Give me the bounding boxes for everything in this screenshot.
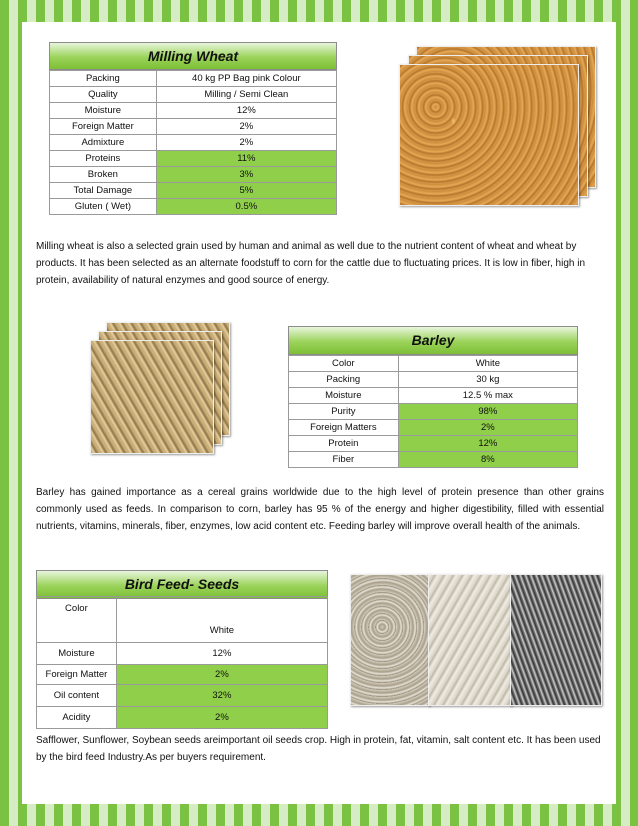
- spec-label: Gluten ( Wet): [50, 199, 157, 215]
- table-row: [50, 103, 337, 119]
- table-row: [289, 356, 578, 372]
- table-row: [37, 707, 328, 729]
- spec-label: Fiber: [289, 452, 399, 468]
- barley-grain-image-front: [90, 340, 214, 454]
- spec-label: Admixture: [50, 135, 157, 151]
- spec-value: 8%: [398, 452, 577, 468]
- wheat-grain-image-front: [399, 64, 579, 206]
- spec-label: Oil content: [37, 685, 117, 707]
- spec-label: Proteins: [50, 151, 157, 167]
- table-row: [289, 452, 578, 468]
- spec-label: Packing: [50, 71, 157, 87]
- spec-value: Milling / Semi Clean: [156, 87, 336, 103]
- table-row: [50, 71, 337, 87]
- spec-value: White: [116, 597, 327, 643]
- table-row: [50, 199, 337, 215]
- spec-value: 3%: [156, 167, 336, 183]
- spec-label: Packing: [289, 372, 399, 388]
- spec-label: Color: [289, 356, 399, 372]
- birdfeed-title: Bird Feed- Seeds: [36, 570, 328, 599]
- spec-value: 2%: [116, 665, 327, 685]
- spec-label: Moisture: [37, 643, 117, 665]
- spec-value: 12.5 % max: [398, 388, 577, 404]
- spec-value: 5%: [156, 183, 336, 199]
- birdfeed-description: Safflower, Sunflower, Soybean seeds areimportant oil seeds crop. High in protein, fat, vitamin, salt content etc. It has been used by the bird feed Industry.As per buyers requirement.: [36, 735, 601, 763]
- table-row: [289, 404, 578, 420]
- sunflower-seed-image: [510, 574, 602, 706]
- spec-label: Moisture: [50, 103, 157, 119]
- spec-label: Broken: [50, 167, 157, 183]
- spec-label: Purity: [289, 404, 399, 420]
- table-row: [50, 87, 337, 103]
- barley-description: Barley has gained importance as a cereal grains worldwide due to the high level of protein presence than other grains commonly used as feeds. In comparison to corn, barley has 95 % of the energy and higher digestibility, filled with essential nutrients, vitamins, minerals, fiber, enzymes, low acid content etc. Feeding barley will improve overall health of the animals.: [36, 487, 604, 532]
- spec-label: Protein: [289, 436, 399, 452]
- table-row: [289, 420, 578, 436]
- barley-title: Barley: [288, 326, 578, 355]
- spec-value: White: [398, 356, 577, 372]
- table-row: [37, 643, 328, 665]
- spec-label: Foreign Matter: [50, 119, 157, 135]
- birdfeed-spec-table: [36, 596, 328, 729]
- page: [22, 22, 616, 804]
- spec-value: 12%: [156, 103, 336, 119]
- table-row: [289, 436, 578, 452]
- table-row: [50, 183, 337, 199]
- spec-value: 30 kg: [398, 372, 577, 388]
- table-row: [50, 119, 337, 135]
- spec-value: 12%: [398, 436, 577, 452]
- spec-value: 11%: [156, 151, 336, 167]
- wheat-title: Milling Wheat: [49, 42, 337, 70]
- table-row: [37, 597, 328, 643]
- spec-label: Moisture: [289, 388, 399, 404]
- spec-value: 12%: [116, 643, 327, 665]
- table-row: [289, 388, 578, 404]
- spec-value: 0.5%: [156, 199, 336, 215]
- spec-value: 2%: [156, 135, 336, 151]
- spec-label: Foreign Matter: [37, 665, 117, 685]
- spec-label: Total Damage: [50, 183, 157, 199]
- spec-value: 2%: [116, 707, 327, 729]
- table-row: [50, 151, 337, 167]
- spec-value: 2%: [156, 119, 336, 135]
- spec-label: Foreign Matters: [289, 420, 399, 436]
- barley-spec-table: [288, 355, 578, 468]
- spec-label: Color: [37, 597, 117, 643]
- spec-label: Quality: [50, 87, 157, 103]
- table-row: [37, 685, 328, 707]
- table-row: [289, 372, 578, 388]
- table-row: [50, 135, 337, 151]
- spec-value: 2%: [398, 420, 577, 436]
- soybean-seed-image: [350, 574, 430, 706]
- spec-value: 40 kg PP Bag pink Colour: [156, 71, 336, 87]
- spec-value: 98%: [398, 404, 577, 420]
- table-row: [37, 665, 328, 685]
- wheat-spec-table: [49, 70, 337, 215]
- wheat-description: Milling wheat is also a selected grain used by human and animal as well due to the nutrient content of wheat and wheat by products. It has been selected as an alternate foodstuff to corn for the cattle due to fluctuating prices. It is low in fiber, high in protein, availability of natural enzymes and good source of energy.: [36, 241, 586, 286]
- table-row: [50, 167, 337, 183]
- spec-label: Acidity: [37, 707, 117, 729]
- safflower-seed-image: [428, 574, 512, 706]
- spec-value: 32%: [116, 685, 327, 707]
